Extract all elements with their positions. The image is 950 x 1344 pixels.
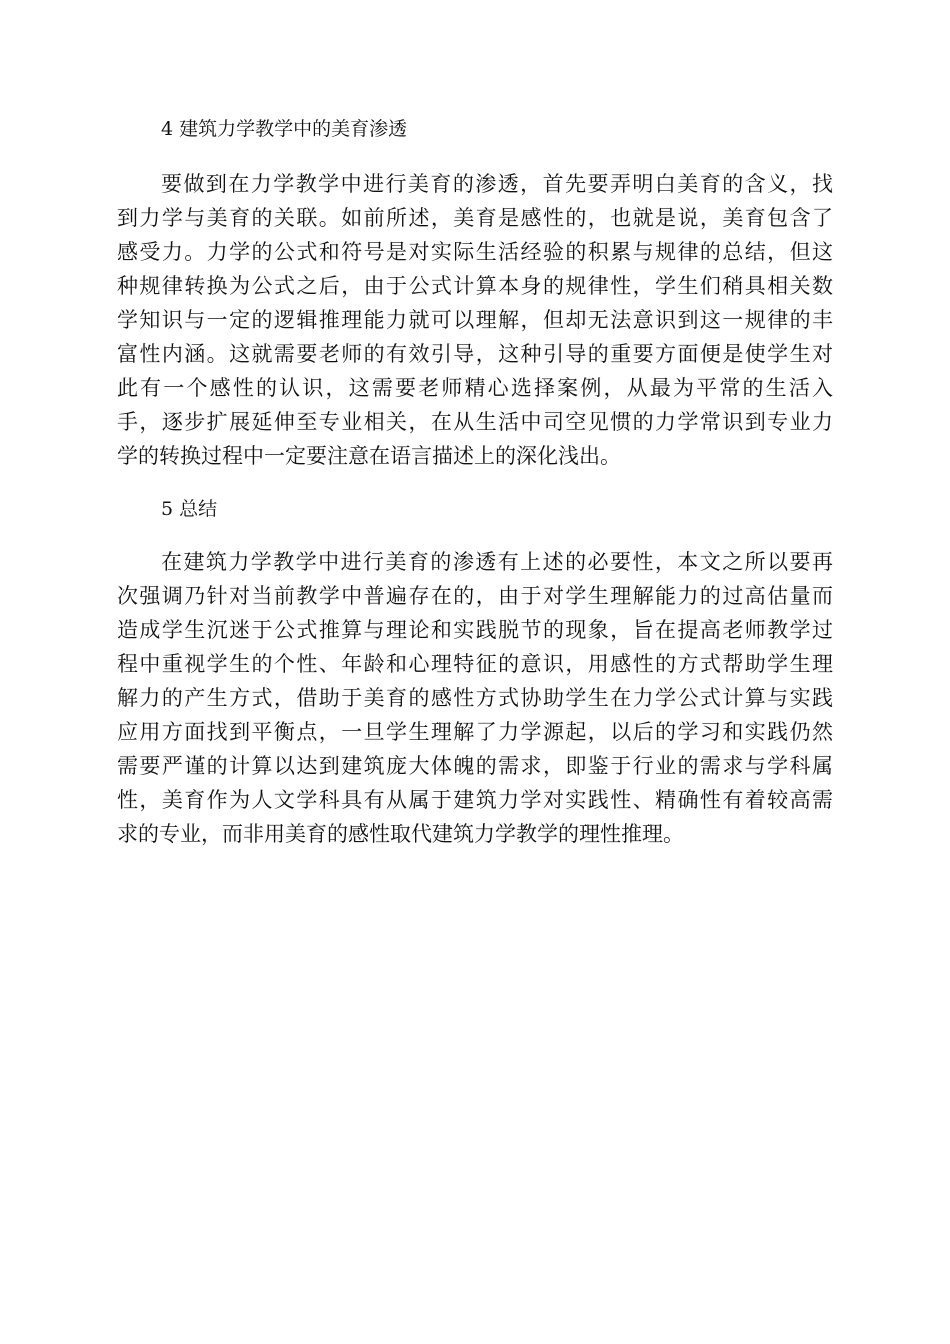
document-body — [117, 112, 833, 851]
paragraph-line: 解力的产生方式，借助于美育的感性方式协助学生在力学公式计算与实践 — [117, 686, 833, 710]
paragraph-line: 在建筑力学教学中进行美育的渗透有上述的必要性，本文之所以要再 — [161, 550, 833, 574]
section-5-paragraph — [117, 545, 833, 851]
paragraph-line: 造成学生沉迷于公式推算与理论和实践脱节的现象，旨在提高老师教学过 — [117, 618, 833, 642]
paragraph-line: 程中重视学生的个性、年龄和心理特征的意识，用感性的方式帮助学生理 — [117, 652, 833, 676]
paragraph-line: 富性内涵。这就需要老师的有效引导，这种引导的重要方面便是使学生对 — [117, 342, 833, 366]
paragraph-line: 学的转换过程中一定要注意在语言描述上的深化浅出。 — [117, 444, 621, 468]
paragraph-line: 求的专业，而非用美育的感性取代建筑力学教学的理性推理。 — [117, 822, 684, 846]
section-5-heading: 5 总结 — [161, 498, 218, 520]
paragraph-line: 性，美育作为人文学科具有从属于建筑力学对实践性、精确性有着较高需 — [117, 788, 833, 812]
paragraph-line: 应用方面找到平衡点，一旦学生理解了力学源起，以后的学习和实践仍然 — [117, 720, 833, 744]
section-4-heading: 4 建筑力学教学中的美育渗透 — [161, 118, 408, 140]
paragraph-line: 此有一个感性的认识，这需要老师精心选择案例，从最为平常的生活入 — [117, 376, 833, 400]
paragraph-line: 要做到在力学教学中进行美育的渗透，首先要弄明白美育的含义，找 — [161, 172, 833, 196]
paragraph-line: 次强调乃针对当前教学中普遍存在的，由于对学生理解能力的过高估量而 — [117, 584, 833, 608]
paragraph-line: 到力学与美育的关联。如前所述，美育是感性的，也就是说，美育包含了 — [117, 206, 833, 230]
paragraph-line: 感受力。力学的公式和符号是对实际生活经验的积累与规律的总结，但这 — [117, 240, 833, 264]
section-4-paragraph — [117, 167, 833, 473]
paragraph-line: 种规律转换为公式之后，由于公式计算本身的规律性，学生们稍具相关数 — [117, 274, 833, 298]
paragraph-line: 手，逐步扩展延伸至专业相关，在从生活中司空见惯的力学常识到专业力 — [117, 410, 833, 434]
paragraph-line: 学知识与一定的逻辑推理能力就可以理解，但却无法意识到这一规律的丰 — [117, 308, 833, 332]
paragraph-line: 需要严谨的计算以达到建筑庞大体魄的需求，即鉴于行业的需求与学科属 — [117, 754, 833, 778]
